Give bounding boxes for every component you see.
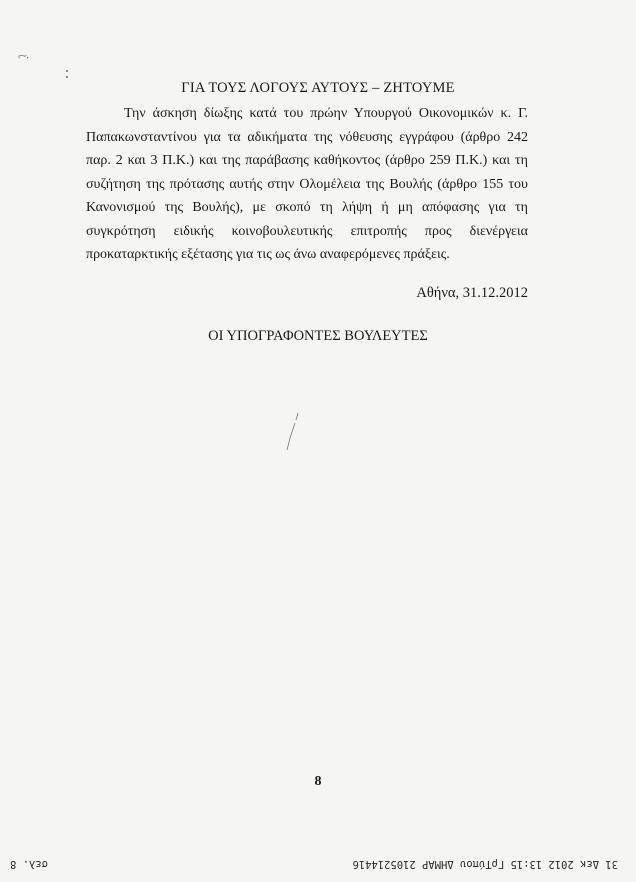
signatories-heading: ΟΙ ΥΠΟΓΡΑΦΟΝΤΕΣ ΒΟΥΛΕΥΤΕΣ: [208, 328, 428, 344]
request-paragraph: [86, 102, 528, 267]
fax-page-label: σελ. 8: [10, 858, 48, 870]
fax-header-strip: [0, 858, 636, 874]
place-date: Αθήνα, 31.12.2012: [416, 285, 528, 301]
pen-mark-icon: [278, 410, 308, 460]
fax-transmission-info: 31 Δεκ 2012 13:15 ΓρΤύπου ΔΗΜΑΡ 2105214416: [352, 858, 618, 870]
page-number: 8: [314, 774, 322, 789]
request-text: Την άσκηση δίωξης κατά του πρώην Υπουργού Οικονομικών κ. Γ. Παπακωνσταντίνου για τα αδικήματα της νόθευσης εγγράφου (άρθρο 242 παρ. 2 και 3 Π.Κ.) και της παράβασης καθήκοντος (άρθρο 259 Π.Κ.) και τη συζήτηση της πρότασης αυτής στην Ολομέλεια της Βουλής (άρθρο 155 του Κανονισμού της Βουλής), με σκοπό τη λήψη ή μη απόφασης για τη συγκρότηση ειδικής κοινοβουλευτικής επιτροπής προς διενέργεια προκαταρκτικής εξέτασης για τις ως άνω αναφερόμενες πράξεις.: [86, 106, 528, 262]
scan-artifact-dot: [66, 76, 68, 78]
section-heading: ΓΙΑ ΤΟΥΣ ΛΟΓΟΥΣ ΑΥΤΟΥΣ – ΖΗΤΟΥΜΕ: [181, 80, 455, 96]
scan-artifact-mark: ⌐-.: [17, 49, 29, 63]
scan-artifact-dot: [66, 70, 68, 72]
